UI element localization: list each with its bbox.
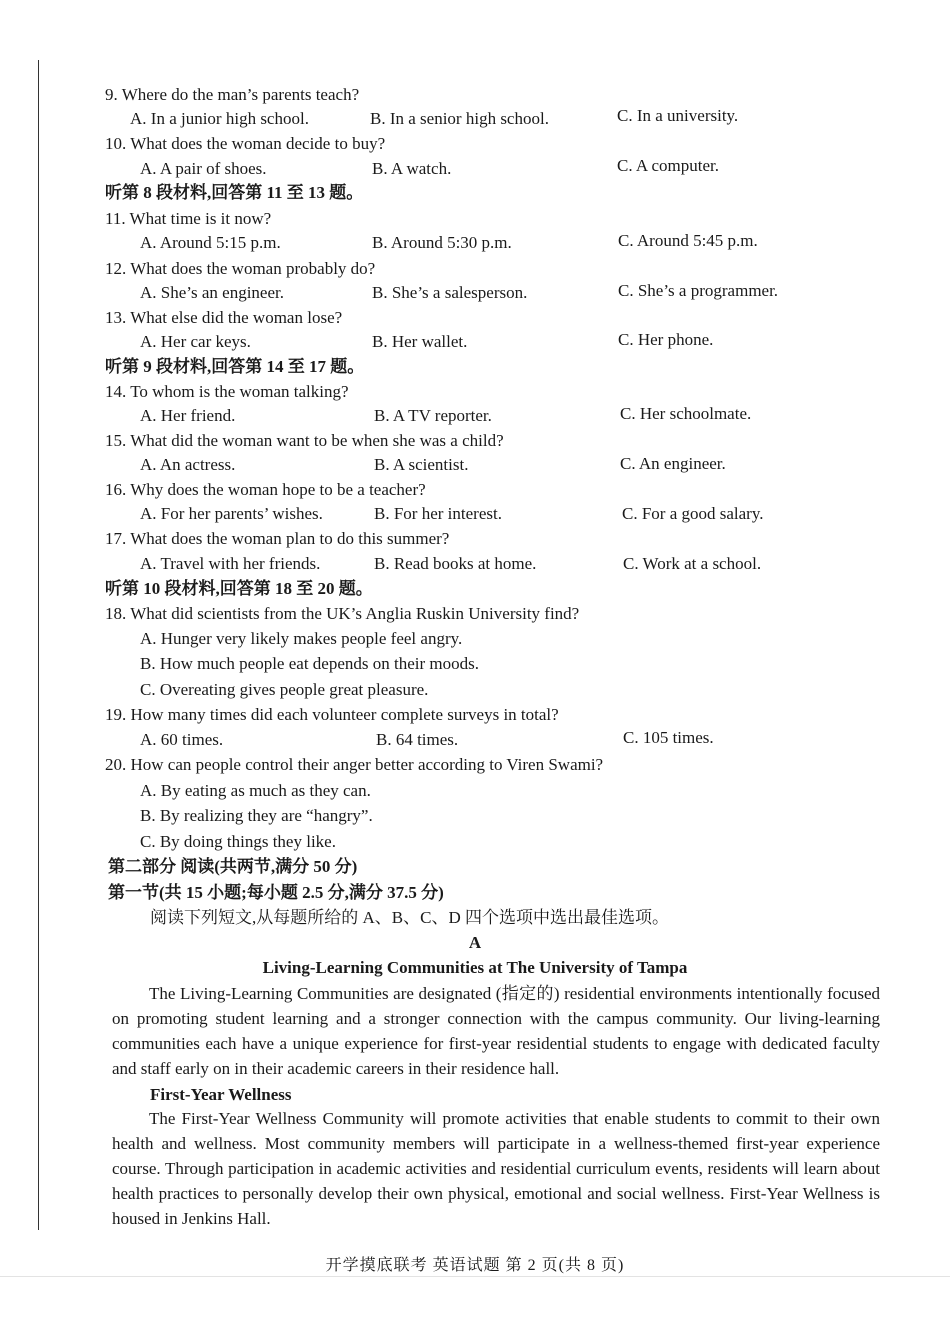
passage-paragraph-2: The First-Year Wellness Community will promote activities that enable students to commit to their own health and wellness. Most community members will participate in a wellness-themed first-year experience course. Through participation in academic activities and residential curriculum events, residents will learn about health practices to personally develop their own physical, emotional and social wellness. First-Year Wellness is housed in Jenkins Hall. xyxy=(112,1109,880,1228)
q20-option-c: C. By doing things they like. xyxy=(140,832,336,851)
q15-option-b: B. A scientist. xyxy=(374,455,469,474)
passage-letter: A xyxy=(468,933,482,952)
q10-option-c: C. A computer. xyxy=(617,156,719,175)
q14-option-a: A. Her friend. xyxy=(140,406,236,425)
q18-option-c: C. Overeating gives people great pleasure. xyxy=(140,680,429,699)
page-bottom-edge xyxy=(0,1276,950,1277)
section-10-heading: 听第 10 段材料,回答第 18 至 20 题。 xyxy=(105,579,373,598)
question-20: 20. How can people control their anger better according to Viren Swami? xyxy=(105,755,604,774)
question-11: 11. What time is it now? xyxy=(105,209,272,228)
q20-option-a: A. By eating as much as they can. xyxy=(140,781,371,800)
part-2-heading: 第二部分 阅读(共两节,满分 50 分) xyxy=(108,857,358,876)
q15-option-a: A. An actress. xyxy=(140,455,236,474)
q11-option-a: A. Around 5:15 p.m. xyxy=(140,233,281,252)
passage-subheading: First-Year Wellness xyxy=(150,1085,292,1104)
q19-option-b: B. 64 times. xyxy=(376,730,459,749)
q16-option-c: C. For a good salary. xyxy=(622,504,764,523)
question-19: 19. How many times did each volunteer complete surveys in total? xyxy=(105,705,559,724)
question-14: 14. To whom is the woman talking? xyxy=(105,382,349,401)
question-10: 10. What does the woman decide to buy? xyxy=(105,134,386,153)
q17-option-a: A. Travel with her friends. xyxy=(140,554,321,573)
q13-option-c: C. Her phone. xyxy=(618,330,714,349)
q17-option-b: B. Read books at home. xyxy=(374,554,537,573)
page-left-edge xyxy=(38,60,39,1230)
q17-option-c: C. Work at a school. xyxy=(623,554,762,573)
question-9: 9. Where do the man’s parents teach? xyxy=(105,85,360,104)
q14-option-c: C. Her schoolmate. xyxy=(620,404,752,423)
q9-option-c: C. In a university. xyxy=(617,106,739,125)
q9-option-b: B. In a senior high school. xyxy=(370,109,549,128)
q18-option-a: A. Hunger very likely makes people feel angry. xyxy=(140,629,463,648)
q11-option-b: B. Around 5:30 p.m. xyxy=(372,233,512,252)
section-1-heading: 第一节(共 15 小题;每小题 2.5 分,满分 37.5 分) xyxy=(108,883,444,902)
question-12: 12. What does the woman probably do? xyxy=(105,259,376,278)
section-9-heading: 听第 9 段材料,回答第 14 至 17 题。 xyxy=(105,357,365,376)
q18-option-b: B. How much people eat depends on their moods. xyxy=(140,654,479,673)
q12-option-a: A. She’s an engineer. xyxy=(140,283,284,302)
q19-option-a: A. 60 times. xyxy=(140,730,224,749)
q13-option-b: B. Her wallet. xyxy=(372,332,468,351)
q12-option-b: B. She’s a salesperson. xyxy=(372,283,528,302)
q13-option-a: A. Her car keys. xyxy=(140,332,251,351)
q11-option-c: C. Around 5:45 p.m. xyxy=(618,231,758,250)
q16-option-a: A. For her parents’ wishes. xyxy=(140,504,323,523)
q10-option-a: A. A pair of shoes. xyxy=(140,159,267,178)
q15-option-c: C. An engineer. xyxy=(620,454,726,473)
reading-instructions: 阅读下列短文,从每题所给的 A、B、C、D 四个选项中选出最佳选项。 xyxy=(150,908,669,927)
passage-paragraph-1: The Living-Learning Communities are designated (指定的) residential environments intentionally focused on promoting student learning and a stronger connection with the campus community. Our living-learning communities each have a unique experience for first-year residential students to engage with dedicated faculty and staff early on in their academic careers in their residence hall. xyxy=(112,984,880,1078)
section-8-heading: 听第 8 段材料,回答第 11 至 13 题。 xyxy=(105,183,364,202)
question-17: 17. What does the woman plan to do this summer? xyxy=(105,529,450,548)
q20-option-b: B. By realizing they are “hangry”. xyxy=(140,806,373,825)
q14-option-b: B. A TV reporter. xyxy=(374,406,492,425)
q16-option-b: B. For her interest. xyxy=(374,504,502,523)
q12-option-c: C. She’s a programmer. xyxy=(618,281,779,300)
question-18: 18. What did scientists from the UK’s Anglia Ruskin University find? xyxy=(105,604,580,623)
q19-option-c: C. 105 times. xyxy=(623,728,714,747)
page-footer: 开学摸底联考 英语试题 第 2 页(共 8 页) xyxy=(325,1257,625,1274)
q10-option-b: B. A watch. xyxy=(372,159,452,178)
question-13: 13. What else did the woman lose? xyxy=(105,308,343,327)
passage-title: Living-Learning Communities at The University of Tampa xyxy=(262,958,688,977)
question-16: 16. Why does the woman hope to be a teacher? xyxy=(105,480,426,499)
q9-option-a: A. In a junior high school. xyxy=(130,109,309,128)
question-15: 15. What did the woman want to be when she was a child? xyxy=(105,431,504,450)
